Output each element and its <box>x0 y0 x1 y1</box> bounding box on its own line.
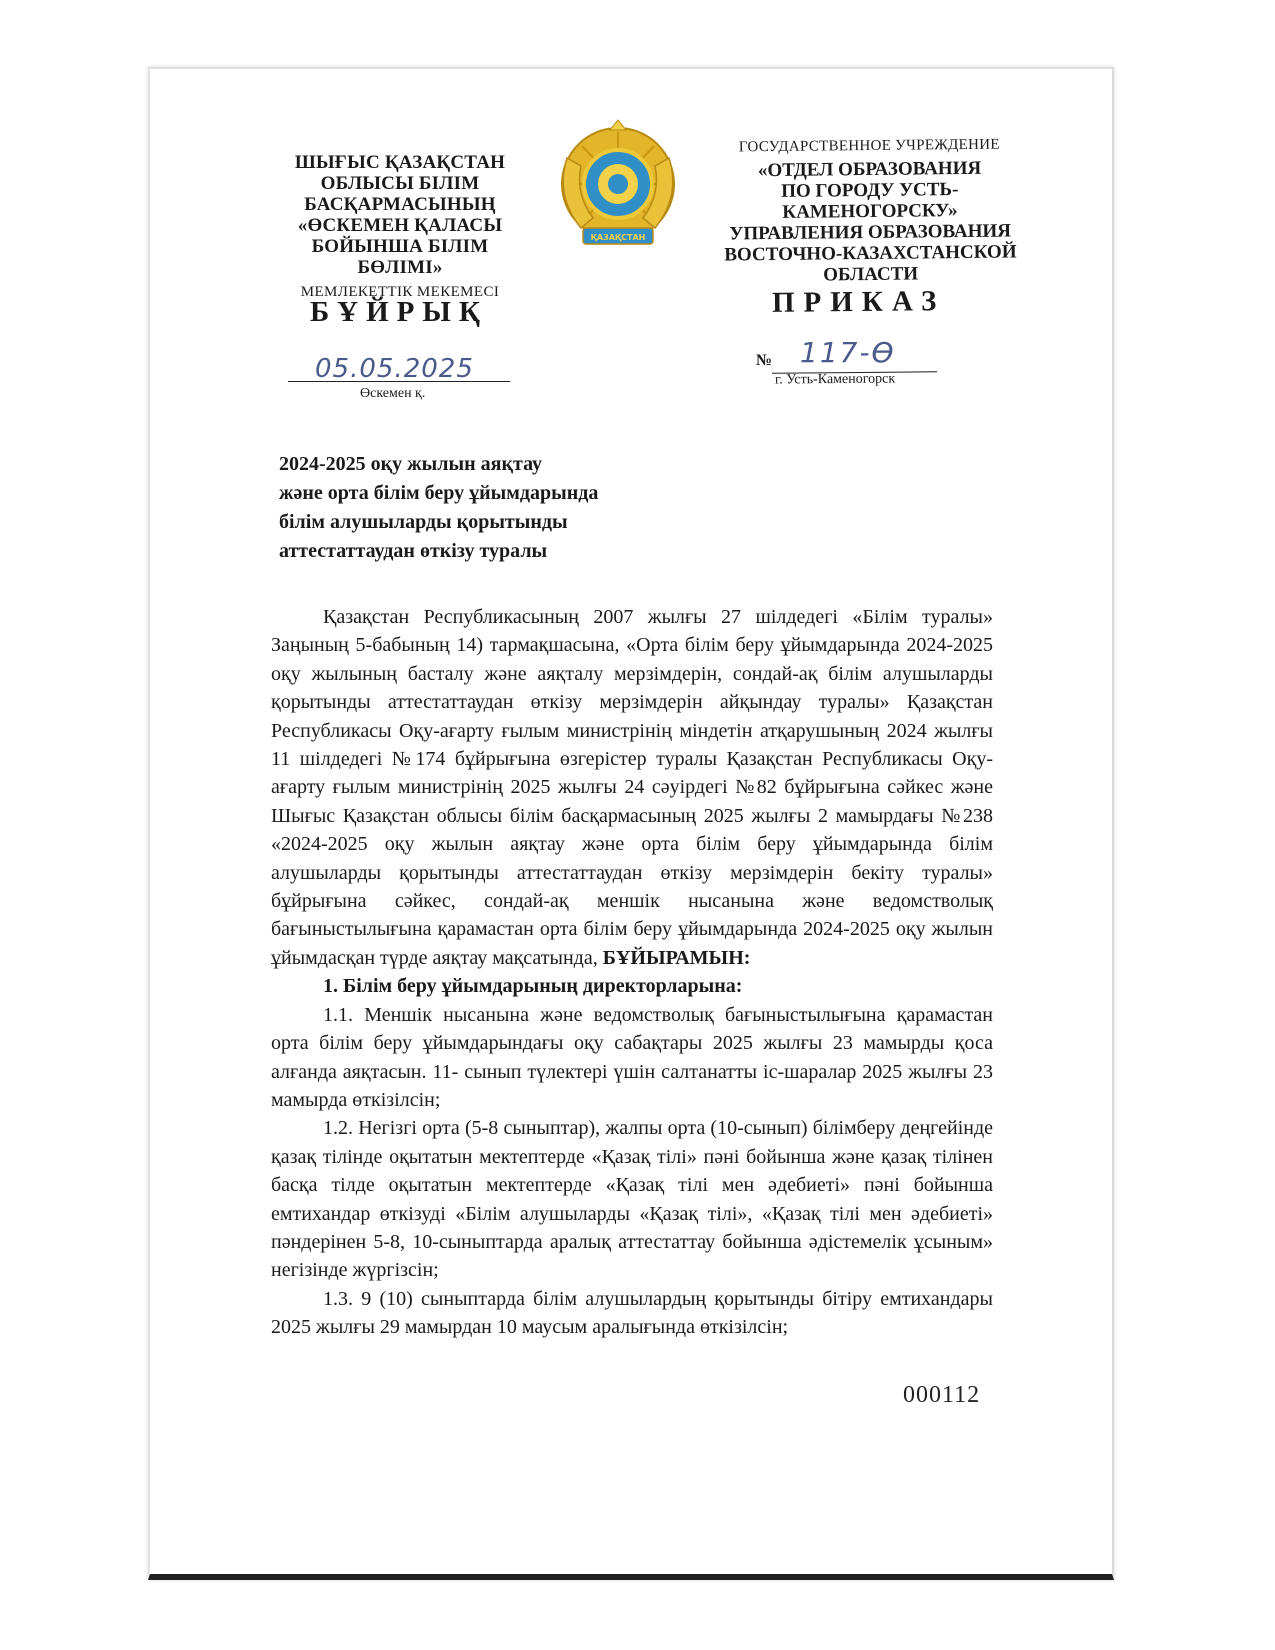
date-underline <box>288 381 510 382</box>
handwritten-date: 05.05.2025 <box>315 354 474 384</box>
preamble-paragraph: Қазақстан Республикасының 2007 жылғы 27 шілдедегі «Білім туралы» Заңының 5-бабының 14) тармақшасына, «Орта білім беру ұйымдарында 2024-2025 оқу жылының басталу және аяқталу мерзімдерін, сондай-ақ білім алушыларды қорытынды аттестаттаудан өткізу мерзімдерін айқындау туралы» Қазақстан Республикасы Оқу-ағарту ғылым министрінің міндетін атқарушының 2024 жылғы 11 шілдедегі №174 бұйрығына өзгерістер туралы Қазақстан Республикасы Оқу-ағарту ғылым министрінің 2025 жылғы 24 сәуірдегі №82 бұйрығына сәйкес және Шығыс Қазақстан облысы білім басқармасының 2025 жылғы 2 мамырдағы №238 «2024-2025 оқу жылын аяқтау және орта білім беру ұйымдарында білім алушыларды қорытынды аттестаттаудан өткізу мерзімдерін бекіту туралы» бұйрығына сәйкес, сондай-ақ меншік нысанына және ведомстволық бағыныстылығына қарамастан орта білім беру ұйымдарында 2024-2025 оқу жылын ұйымдасқан түрде аяқтау мақсатында, БҰЙЫРАМЫН: <box>271 606 993 969</box>
order-subject: 2024-2025 оқу жылын аяқтау және орта білім беру ұйымдарында білім алушыларды қорытынды аттестаттаудан өткізу туралы <box>279 453 599 562</box>
order-body <box>271 603 993 1342</box>
kazakhstan-state-emblem-icon <box>553 118 683 258</box>
org-name-ru: «ОТДЕЛ ОБРАЗОВАНИЯ ПО ГОРОДУ УСТЬ-КАМЕНОГОРСКУ» УПРАВЛЕНИЯ ОБРАЗОВАНИЯ ВОСТОЧНО-КАЗАХСТАНСКОЙ ОБЛАСТИ <box>724 157 1017 286</box>
city-ru: г. Усть-Каменогорск <box>774 371 896 388</box>
org-type-kz: МЕМЛЕКЕТТІК МЕКЕМЕСІ <box>300 284 500 300</box>
header-right-ru <box>699 136 1041 287</box>
doc-title-ru: ПРИКАЗ <box>771 285 946 319</box>
item-1-3: 1.3. 9 (10) сыныптарда білім алушылардың қорытынды бітіру емтихандары 2025 жылғы 29 мамырдан 10 маусым аралығында өткізілсін; <box>271 1287 993 1339</box>
number-sign: № <box>756 352 773 369</box>
section-1-heading: 1. Білім беру ұйымдарының директорларына: <box>323 975 743 998</box>
item-1-2: 1.2. Негізгі орта (5-8 сыныптар), жалпы орта (10-сынып) білімберу деңгейінде қазақ тілінде оқытатын мектептерде «Қазақ тілі» пәні бойынша және қазақ тілінен басқа тілде оқытатын мектептерде «Қазақ тілі мен әдебиеті» пәні бойынша емтихандар өткізуді «Білім алушыларды «Қазақ тілі», «Қазақ тілі мен әдебиеті» пәндерінен 5-8, 10-сыныптарда аралық аттестаттау бойынша әдістемелік ұсыным» негізінде жүргізсін; <box>271 1117 994 1282</box>
page-serial-number: 000112 <box>903 1382 981 1408</box>
svg-text:ҚАЗАҚСТАН: ҚАЗАҚСТАН <box>590 233 646 242</box>
handwritten-number: 117-Ө <box>800 336 896 369</box>
doc-title-kz: БҰЙРЫҚ <box>310 296 488 328</box>
item-1-1: 1.1. Меншік нысанына және ведомстволық бағыныстылығына қарамастан орта білім беру ұйымдарындағы оқу сабақтары 2025 жылғы 23 мамырды қоса алғанда аяқтасын. 11- сынып түлектері үшін салтанатты іс-шаралар 2025 жылғы 23 мамырда өткізілсін; <box>271 1003 994 1111</box>
city-kz: Өскемен қ. <box>360 386 426 401</box>
header-left-kz <box>230 152 570 301</box>
org-type-ru: ГОСУДАРСТВЕННОЕ УЧРЕЖДЕНИЕ <box>738 136 1000 156</box>
org-name-kz: ШЫҒЫС ҚАЗАҚСТАН ОБЛЫСЫ БІЛІМ БАСҚАРМАСЫНЫҢ «ӨСКЕМЕН ҚАЛАСЫ БОЙЫНША БІЛІМ БӨЛІМІ» <box>294 152 506 278</box>
order-word: БҰЙЫРАМЫН: <box>602 946 751 969</box>
